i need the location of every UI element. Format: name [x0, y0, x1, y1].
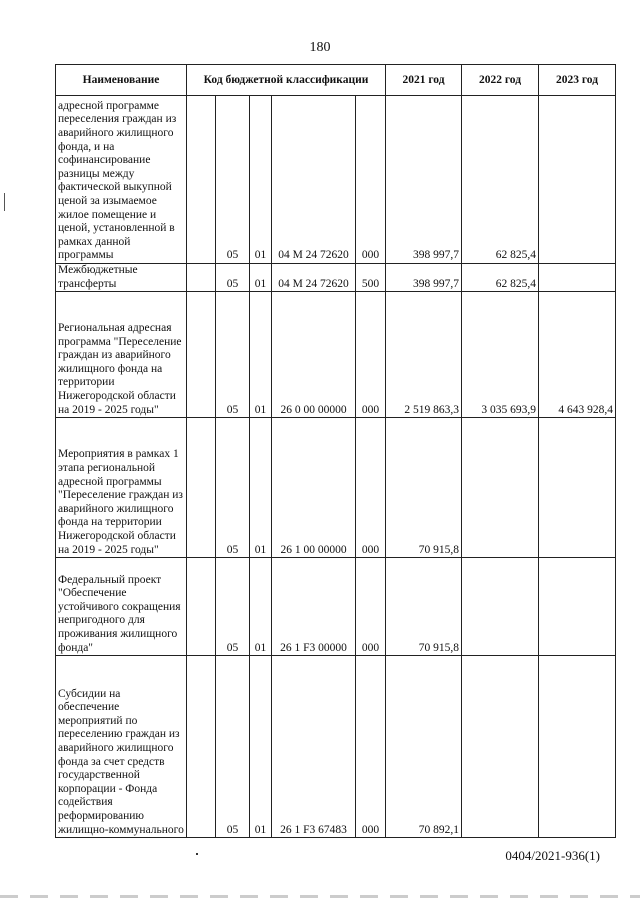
- row-expense-type: 500: [356, 264, 386, 292]
- row-value-2023: [539, 264, 616, 292]
- row-empty-cell: [187, 418, 216, 558]
- row-name: Мероприятия в рамках 1 этапа региональной адресной программы "Переселение граждан из аварийного жилищного фонда на территории Нижегородской области на 2019 - 2025 годы": [56, 418, 187, 558]
- budget-table: [55, 64, 616, 838]
- row-subsection: 01: [250, 264, 272, 292]
- row-name: Федеральный проект "Обеспечение устойчивого сокращения непригодного для проживания жилищного фонда": [56, 558, 187, 656]
- row-empty-cell: [187, 656, 216, 838]
- row-value-2023: [539, 418, 616, 558]
- row-section: 05: [216, 656, 250, 838]
- row-name: Межбюджетные трансферты: [56, 264, 187, 292]
- row-subsection: 01: [250, 418, 272, 558]
- header-2023: 2023 год: [539, 65, 616, 96]
- row-subsection: 01: [250, 656, 272, 838]
- row-section: 05: [216, 292, 250, 418]
- row-section: 05: [216, 418, 250, 558]
- scan-edge-noise: [0, 895, 640, 898]
- header-name: Наименование: [56, 65, 187, 96]
- row-empty-cell: [187, 264, 216, 292]
- row-value-2023: [539, 558, 616, 656]
- row-subsection: 01: [250, 558, 272, 656]
- row-expense-type: 000: [356, 418, 386, 558]
- table-row: [56, 96, 616, 264]
- row-empty-cell: [187, 96, 216, 264]
- row-target-code: 04 М 24 72620: [272, 96, 356, 264]
- row-target-code: 26 0 00 00000: [272, 292, 356, 418]
- row-value-2021: 2 519 863,3: [386, 292, 462, 418]
- stray-dot: [196, 853, 198, 855]
- row-target-code: 26 1 00 00000: [272, 418, 356, 558]
- row-value-2022: [462, 418, 539, 558]
- table-row: [56, 264, 616, 292]
- row-name: адресной программе переселения граждан из аварийного жилищного фонда, и на софинансирование разницы между фактической выкупной ценой за изымаемое жилое помещение и ценой, установленной в рамках данной программы: [56, 96, 187, 264]
- row-value-2022: 62 825,4: [462, 264, 539, 292]
- header-2022: 2022 год: [462, 65, 539, 96]
- row-name: Субсидии на обеспечение мероприятий по переселению граждан из аварийного жилищного фонда за счет средств государственной корпорации - Фонда содействия реформированию жилищно-коммунального: [56, 656, 187, 838]
- table-header-row: [56, 65, 616, 96]
- row-subsection: 01: [250, 292, 272, 418]
- row-value-2022: [462, 558, 539, 656]
- row-value-2021: 70 915,8: [386, 418, 462, 558]
- row-value-2021: 398 997,7: [386, 96, 462, 264]
- row-value-2023: [539, 656, 616, 838]
- row-value-2021: 398 997,7: [386, 264, 462, 292]
- row-value-2022: 3 035 693,9: [462, 292, 539, 418]
- row-empty-cell: [187, 558, 216, 656]
- row-value-2021: 70 915,8: [386, 558, 462, 656]
- row-section: 05: [216, 264, 250, 292]
- row-expense-type: 000: [356, 558, 386, 656]
- row-expense-type: 000: [356, 656, 386, 838]
- row-value-2021: 70 892,1: [386, 656, 462, 838]
- document-registration-code: 0404/2021-936(1): [505, 848, 600, 863]
- header-2021: 2021 год: [386, 65, 462, 96]
- row-target-code: 26 1 F3 00000: [272, 558, 356, 656]
- row-name: Региональная адресная программа "Переселение граждан из аварийного жилищного фонда на территории Нижегородской области на 2019 - 2025 годы": [56, 292, 187, 418]
- row-value-2023: 4 643 928,4: [539, 292, 616, 418]
- margin-mark: [4, 193, 5, 211]
- row-section: 05: [216, 558, 250, 656]
- page-number: 180: [309, 40, 331, 55]
- table-row: [56, 418, 616, 558]
- row-target-code: 26 1 F3 67483: [272, 656, 356, 838]
- row-value-2023: [539, 96, 616, 264]
- row-value-2022: 62 825,4: [462, 96, 539, 264]
- table-row: [56, 656, 616, 838]
- row-subsection: 01: [250, 96, 272, 264]
- row-expense-type: 000: [356, 96, 386, 264]
- row-section: 05: [216, 96, 250, 264]
- row-expense-type: 000: [356, 292, 386, 418]
- table-row: [56, 558, 616, 656]
- table-row: [56, 292, 616, 418]
- row-value-2022: [462, 656, 539, 838]
- header-code: Код бюджетной классификации: [187, 65, 386, 96]
- row-empty-cell: [187, 292, 216, 418]
- row-target-code: 04 М 24 72620: [272, 264, 356, 292]
